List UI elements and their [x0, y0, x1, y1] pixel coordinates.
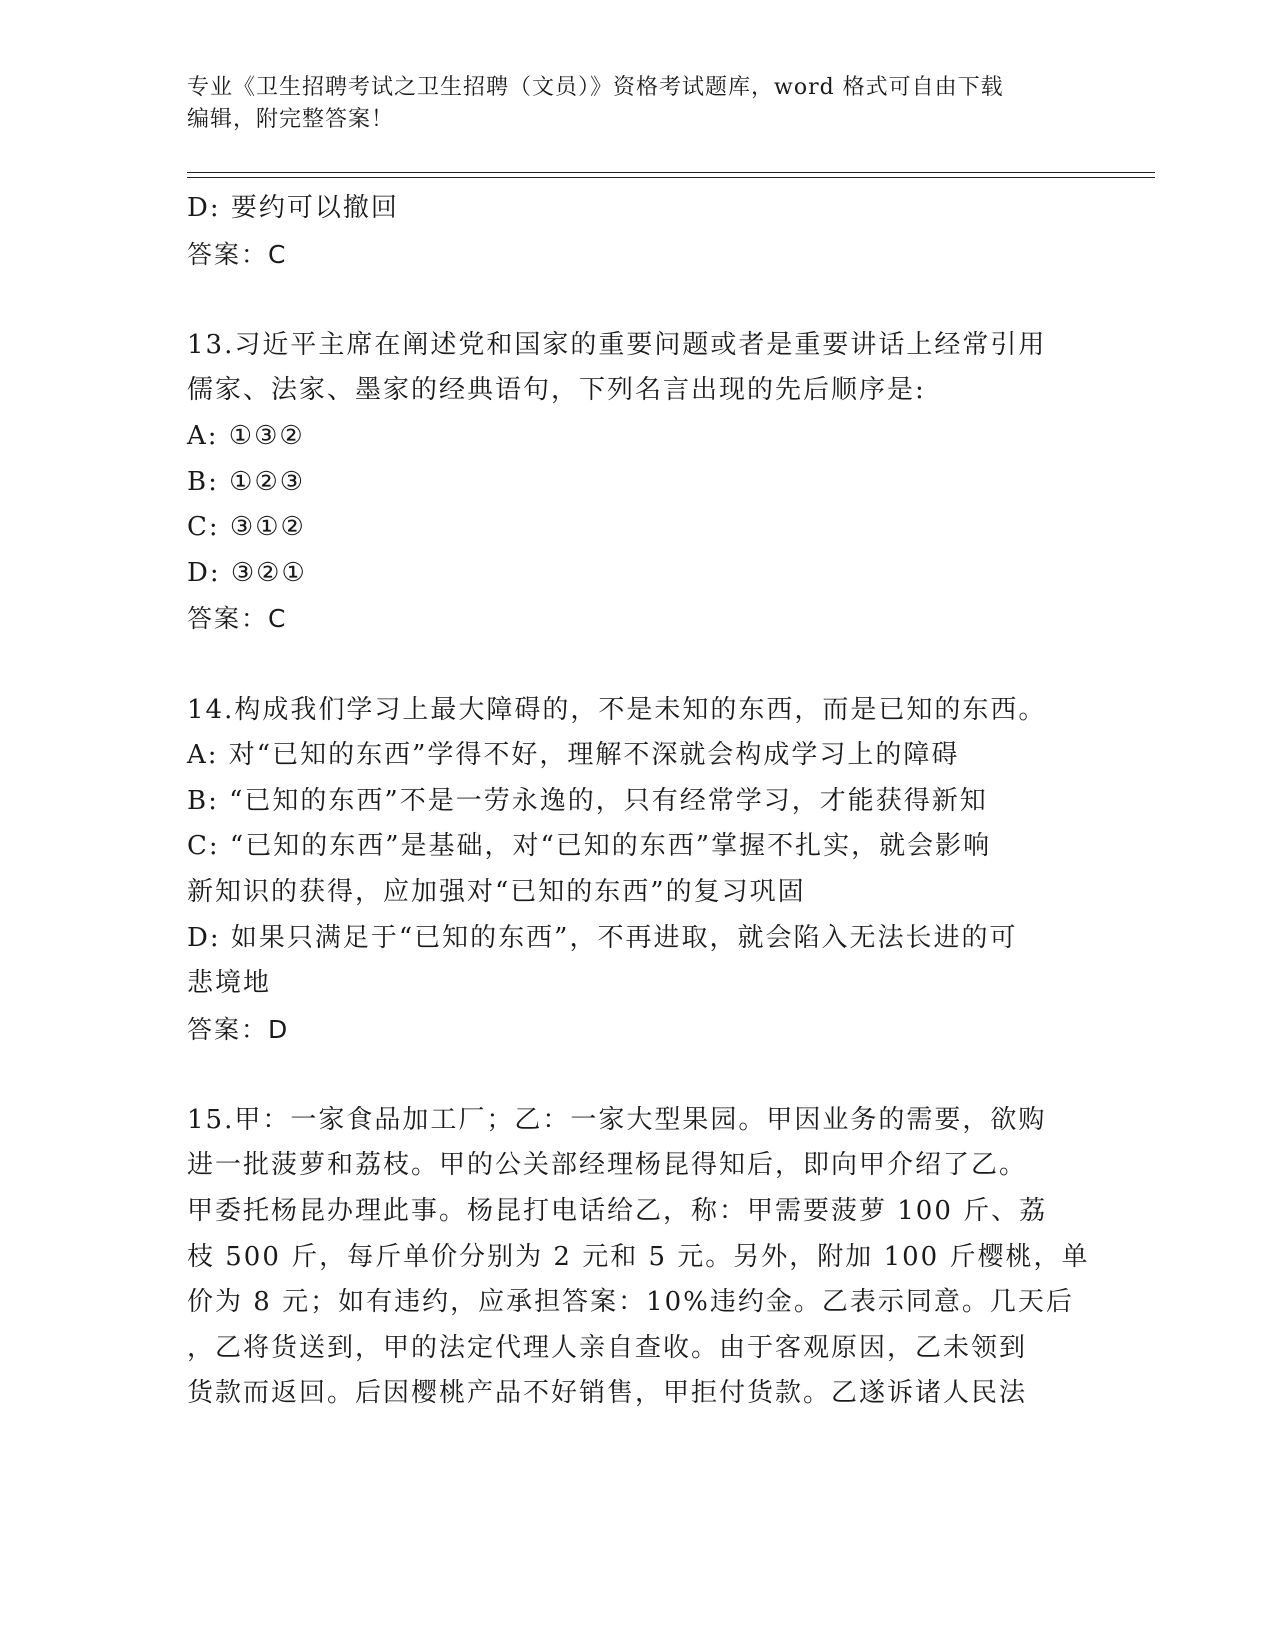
q13-stem-line-1: 13.习近平主席在阐述党和国家的重要问题或者是重要讲话上经常引用 [187, 329, 1047, 360]
q13-option-c: C: ③①② [187, 512, 306, 543]
q14-option-a: A: 对“已知的东西”学得不好，理解不深就会构成学习上的障碍 [187, 740, 960, 771]
header-rule-top [187, 172, 1155, 173]
q14-answer: 答案：D [187, 1014, 290, 1044]
q15-line-7: 货款而返回。后因樱桃产品不好销售，甲拒付货款。乙遂诉诸人民法 [187, 1378, 1028, 1409]
q14-option-c-line-1: C: “已知的东西”是基础，对“已知的东西”掌握不扎实，就会影响 [187, 831, 992, 862]
q12-answer: 答案：C [187, 239, 288, 269]
q14-option-c-line-2: 新知识的获得，应加强对“已知的东西”的复习巩固 [187, 876, 806, 907]
question-content [187, 186, 1090, 1417]
spacer [187, 1052, 1067, 1098]
q15-line-5: 价为 8 元；如有违约，应承担答案：10%违约金。乙表示同意。几天后 [187, 1287, 1074, 1318]
page-header [187, 72, 1067, 136]
q13-option-b: B: ①②③ [187, 466, 306, 497]
q13-option-d: D: ③②① [187, 557, 307, 588]
spacer [187, 277, 1067, 323]
header-line-1: 专业《卫生招聘考试之卫生招聘（文员）》资格考试题库，word 格式可自由下载 [187, 75, 1004, 100]
q15-line-3: 甲委托杨昆办理此事。杨昆打电话给乙，称：甲需要菠萝 100 斤、荔 [187, 1196, 1048, 1227]
q14-option-d-line-2: 悲境地 [187, 968, 272, 999]
header-line-2: 编辑，附完整答案！ [187, 107, 395, 132]
spacer [187, 642, 1067, 688]
q14-option-b: B: “已知的东西”不是一劳永逸的，只有经常学习，才能获得新知 [187, 785, 988, 816]
q13-option-a: A: ①③② [187, 420, 305, 451]
q15-line-6: ，乙将货送到，甲的法定代理人亲自查收。由于客观原因，乙未领到 [187, 1332, 1028, 1363]
header-rule-bottom [187, 177, 1155, 178]
q12-option-d: D: 要约可以撤回 [187, 193, 399, 223]
q14-stem: 14.构成我们学习上最大障碍的，不是未知的东西，而是已知的东西。 [187, 694, 1047, 725]
q14-option-d-line-1: D: 如果只满足于“已知的东西”，不再进取，就会陷入无法长进的可 [187, 922, 1018, 953]
q15-line-4: 枝 500 斤，每斤单价分别为 2 元和 5 元。另外，附加 100 斤樱桃，单 [187, 1241, 1090, 1272]
q15-line-1: 15.甲：一家食品加工厂；乙：一家大型果园。甲因业务的需要，欲购 [187, 1104, 1047, 1135]
q15-line-2: 进一批菠萝和荔枝。甲的公关部经理杨昆得知后，即向甲介绍了乙。 [187, 1150, 1028, 1181]
q13-stem-line-2: 儒家、法家、墨家的经典语句，下列名言出现的先后顺序是: [187, 375, 926, 406]
q13-answer: 答案：C [187, 604, 288, 634]
